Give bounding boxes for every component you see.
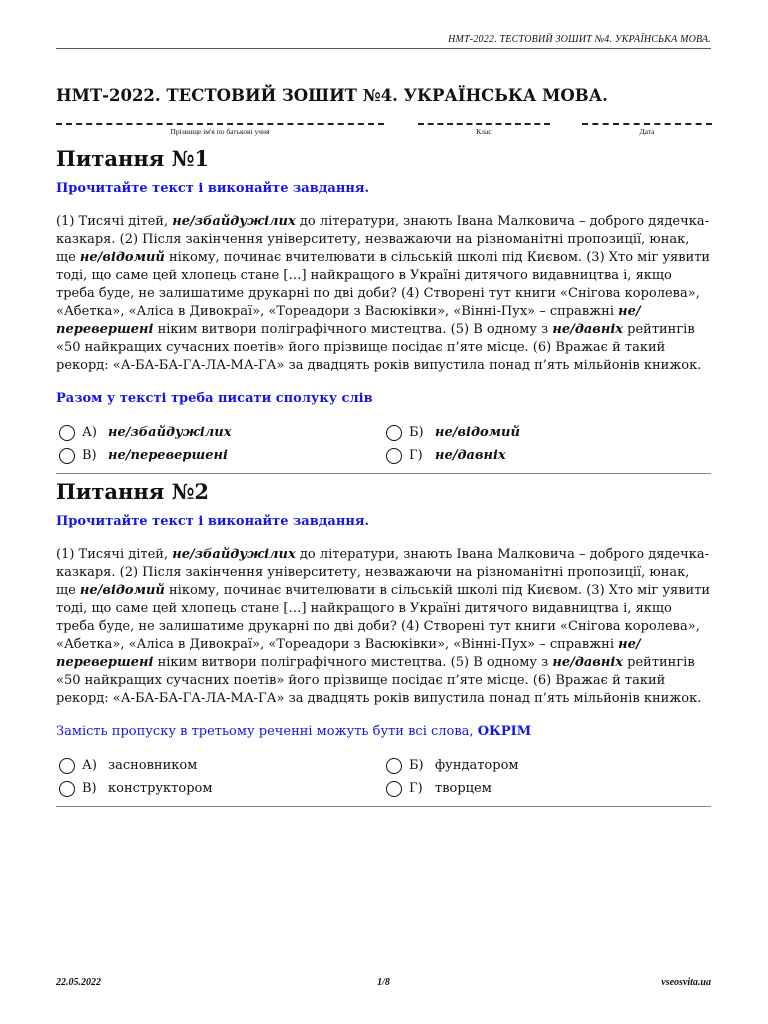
option-letter: Б) xyxy=(409,425,424,440)
radio-button[interactable] xyxy=(386,781,402,797)
question-instruction: Прочитайте текст і виконайте завдання. xyxy=(56,181,370,196)
passage-text: до літератури, знають Івана Малковича – доброго дядечка-казкаря. (2) Після закінчення університету, незважаючи на різноманітні пропозиції, юнак, ще xyxy=(56,547,709,598)
document-title: НМТ-2022. ТЕСТОВИЙ ЗОШИТ №4. УКРАЇНСЬКА МОВА. xyxy=(56,86,608,105)
date-line xyxy=(582,117,712,125)
highlighted-word: не/відомий xyxy=(79,583,165,598)
question-2 xyxy=(56,479,711,807)
radio-button[interactable] xyxy=(386,448,402,464)
answer-options xyxy=(56,756,711,807)
passage-text: рейтингів «50 найкращих сучасних поетів» його прізвище посідає п’яте місце. (6) Вражає й такий рекорд: «А-БА-БА-ГА-ЛА-МА-ГА» за двадцять років випустила понад п’ять мільйонів книжок. xyxy=(56,322,702,373)
footer-date: 22.05.2022 xyxy=(56,977,101,988)
option-text: не/збайдужілих xyxy=(108,425,232,440)
option-letter: А) xyxy=(82,758,97,773)
radio-button[interactable] xyxy=(59,758,75,774)
highlighted-word: не/збайдужілих xyxy=(172,547,296,562)
answer-option-b[interactable] xyxy=(383,423,711,442)
option-text: творцем xyxy=(435,781,492,796)
site-link[interactable]: vseosvita.ua xyxy=(661,977,711,988)
answer-option-a[interactable] xyxy=(56,756,383,775)
student-name-caption: Прізвище ім'я по батькові учня xyxy=(170,127,270,136)
signature-row xyxy=(56,117,711,141)
option-letter: Г) xyxy=(409,448,423,463)
date-field[interactable] xyxy=(582,117,712,136)
highlighted-word: не/давніх xyxy=(552,322,624,337)
option-letter: В) xyxy=(82,781,97,796)
option-text: не/давніх xyxy=(435,448,506,463)
option-text: засновником xyxy=(108,758,198,773)
radio-button[interactable] xyxy=(59,425,75,441)
student-name-line xyxy=(56,117,384,125)
passage-text: рейтингів «50 найкращих сучасних поетів» його прізвище посідає п’яте місце. (6) Вражає й такий рекорд: «А-БА-БА-ГА-ЛА-МА-ГА» за двадцять років випустила понад п’ять мільйонів книжок. xyxy=(56,655,702,706)
passage-text: (1) Тисячі дітей, xyxy=(56,547,173,562)
option-text: не/відомий xyxy=(435,425,520,440)
question-task xyxy=(56,724,711,739)
passage-text: нікому, починає вчителювати в сільській школі під Києвом. (3) Хто міг уявити тоді, що саме цей хлопець стане […] найкращого в Україні дитячого видавництва і, якщо треба буде, не залишатиме друкарні по дві доби? (4) Створені тут книги «Снігова королева», «Абетка», «Аліса в Дивокраї», «Тореадори з Васюківки», «Вінні-Пух» – справжні xyxy=(56,583,711,652)
highlighted-word: не/давніх xyxy=(552,655,624,670)
answer-option-v[interactable] xyxy=(56,779,383,798)
class-caption: Клас xyxy=(476,127,492,136)
highlighted-word: не/перевершені xyxy=(56,637,641,670)
task-emphasis: ОКРІМ xyxy=(477,724,532,739)
option-letter: Г) xyxy=(409,781,423,796)
answer-option-a[interactable] xyxy=(56,423,383,442)
passage-text: до літератури, знають Івана Малковича – доброго дядечка-казкаря. (2) Після закінчення університету, незважаючи на різноманітні пропозиції, юнак, ще xyxy=(56,214,709,265)
answer-option-b[interactable] xyxy=(383,756,711,775)
radio-button[interactable] xyxy=(386,758,402,774)
reading-passage xyxy=(56,546,711,708)
question-title: Питання №2 xyxy=(56,479,210,504)
option-letter: В) xyxy=(82,448,97,463)
passage-text: ніким витвори поліграфічного мистецтва. (5) В одному з xyxy=(153,322,553,337)
task-text: Замість пропуску в третьому реченні можуть бути всі слова, xyxy=(56,724,478,739)
option-text: фундатором xyxy=(435,758,519,773)
passage-text: ніким витвори поліграфічного мистецтва. (5) В одному з xyxy=(153,655,553,670)
date-caption: Дата xyxy=(639,127,655,136)
highlighted-word: не/відомий xyxy=(79,250,165,265)
option-text: конструктором xyxy=(108,781,213,796)
highlighted-word: не/перевершені xyxy=(56,304,641,337)
option-letter: Б) xyxy=(409,758,424,773)
answer-options xyxy=(56,423,711,474)
radio-button[interactable] xyxy=(59,448,75,464)
question-instruction: Прочитайте текст і виконайте завдання. xyxy=(56,514,370,529)
question-task: Разом у тексті треба писати сполуку слів xyxy=(56,391,373,406)
radio-button[interactable] xyxy=(386,425,402,441)
radio-button[interactable] xyxy=(59,781,75,797)
reading-passage xyxy=(56,213,711,375)
passage-text: (1) Тисячі дітей, xyxy=(56,214,173,229)
page-number: 1/8 xyxy=(377,977,390,988)
answer-option-v[interactable] xyxy=(56,446,383,465)
running-header: НМТ-2022. ТЕСТОВИЙ ЗОШИТ №4. УКРАЇНСЬКА МОВА. xyxy=(56,34,711,49)
answer-option-g[interactable] xyxy=(383,779,711,798)
highlighted-word: не/збайдужілих xyxy=(172,214,296,229)
student-name-field[interactable] xyxy=(56,117,384,136)
question-title: Питання №1 xyxy=(56,146,210,171)
option-letter: А) xyxy=(82,425,97,440)
answer-option-g[interactable] xyxy=(383,446,711,465)
passage-text: нікому, починає вчителювати в сільській школі під Києвом. (3) Хто міг уявити тоді, що саме цей хлопець стане […] найкращого в Україні дитячого видавництва і, якщо треба буде, не залишатиме друкарні по дві доби? (4) Створені тут книги «Снігова королева», «Абетка», «Аліса в Дивокраї», «Тореадори з Васюківки», «Вінні-Пух» – справжні xyxy=(56,250,711,319)
question-1 xyxy=(56,146,711,474)
class-line xyxy=(418,117,550,125)
option-text: не/перевершені xyxy=(108,448,228,463)
class-field[interactable] xyxy=(418,117,550,136)
